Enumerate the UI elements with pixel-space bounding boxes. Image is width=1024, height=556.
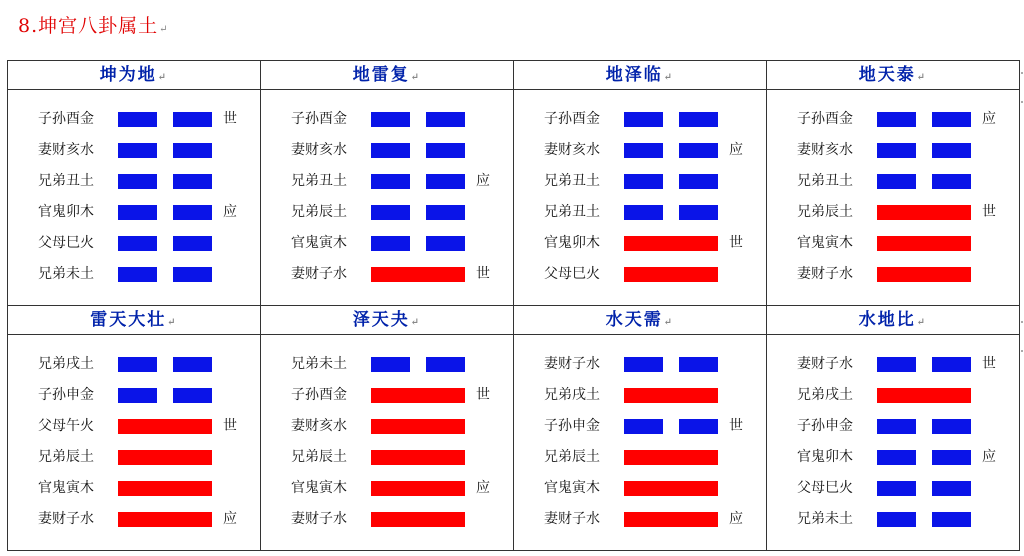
yin-line-bar: [624, 357, 663, 372]
hexagram-line: [291, 169, 513, 193]
line-marker: 世: [729, 418, 743, 434]
hexagram-line: [544, 352, 766, 376]
hexagram-line: [544, 262, 766, 286]
line-label: 兄弟丑土: [38, 173, 94, 189]
line-label: 妻财子水: [291, 511, 347, 527]
hexagram-line: [544, 507, 766, 531]
hexagram-line: [38, 383, 260, 407]
hexagram-line: [544, 200, 766, 224]
hexagram-line: [797, 476, 1019, 500]
hexagram-line: [38, 476, 260, 500]
yang-line-bar: [118, 450, 212, 465]
line-label: 妻财子水: [38, 511, 94, 527]
yin-line-bar: [371, 143, 410, 158]
margin-dot: [1021, 101, 1023, 103]
hexagram-name: 地雷复: [352, 65, 410, 85]
yin-line-bar: [426, 112, 465, 127]
hexagram-line: [291, 107, 513, 131]
page-heading: 8.坤宫八卦属土↵: [18, 15, 169, 37]
hexagram-line: [38, 107, 260, 131]
hexagram-title: 坤为地↵: [8, 61, 260, 90]
hexagram-line: [797, 169, 1019, 193]
hexagram-line: [797, 383, 1019, 407]
line-marker: 应: [729, 142, 743, 158]
hexagram-line: [797, 352, 1019, 376]
yin-line-bar: [426, 143, 465, 158]
line-label: 妻财子水: [544, 511, 600, 527]
line-label: 父母午火: [38, 418, 94, 434]
line-label: 妻财子水: [797, 266, 853, 282]
hexagram-line: [38, 507, 260, 531]
line-label: 兄弟戌土: [797, 387, 853, 403]
yin-line-bar: [118, 205, 157, 220]
line-label: 妻财亥水: [38, 142, 94, 158]
yang-line-bar: [624, 481, 718, 496]
yin-line-bar: [173, 357, 212, 372]
line-label: 子孙申金: [544, 418, 600, 434]
hexagram-line: [797, 507, 1019, 531]
line-label: 兄弟丑土: [544, 173, 600, 189]
line-marker: 应: [982, 449, 996, 465]
hexagram-line: [291, 383, 513, 407]
hexagram-cell: [514, 306, 767, 550]
line-marker: 世: [982, 204, 996, 220]
yin-line-bar: [118, 112, 157, 127]
margin-dot: [1021, 321, 1023, 323]
line-label: 兄弟未土: [797, 511, 853, 527]
line-marker: 世: [729, 235, 743, 251]
yin-line-bar: [877, 357, 916, 372]
line-marker: 世: [476, 387, 490, 403]
line-marker: 应: [223, 204, 237, 220]
yang-line-bar: [624, 388, 718, 403]
hexagram-line: [38, 169, 260, 193]
line-label: 妻财子水: [544, 356, 600, 372]
line-label: 子孙酉金: [38, 111, 94, 127]
yang-line-bar: [118, 419, 212, 434]
hexagram-line: [797, 138, 1019, 162]
line-marker: 世: [982, 356, 996, 372]
yang-line-bar: [877, 267, 971, 282]
yin-line-bar: [877, 419, 916, 434]
hexagram-line: [797, 414, 1019, 438]
hexagram-line: [291, 231, 513, 255]
hexagram-name: 地泽临: [605, 65, 663, 85]
yin-line-bar: [679, 112, 718, 127]
line-label: 妻财亥水: [291, 418, 347, 434]
hexagram-line: [544, 169, 766, 193]
hexagram-line: [544, 445, 766, 469]
line-label: 兄弟丑土: [544, 204, 600, 220]
line-label: 妻财子水: [797, 356, 853, 372]
yin-line-bar: [173, 236, 212, 251]
line-label: 子孙酉金: [291, 111, 347, 127]
hexagram-line: [38, 138, 260, 162]
yang-line-bar: [624, 236, 718, 251]
hexagram-line: [291, 262, 513, 286]
line-label: 兄弟丑土: [797, 173, 853, 189]
hexagram-line: [38, 200, 260, 224]
yin-line-bar: [877, 174, 916, 189]
hexagram-cell: [8, 61, 261, 306]
yin-line-bar: [932, 174, 971, 189]
line-label: 官鬼寅木: [291, 235, 347, 251]
line-label: 兄弟辰土: [797, 204, 853, 220]
line-label: 兄弟辰土: [544, 449, 600, 465]
yang-line-bar: [624, 267, 718, 282]
yin-line-bar: [877, 112, 916, 127]
line-label: 兄弟戌土: [38, 356, 94, 372]
hexagram-line: [291, 476, 513, 500]
yin-line-bar: [173, 143, 212, 158]
hexagram-cell: [261, 61, 514, 306]
line-marker: 世: [223, 111, 237, 127]
hexagram-title: 水天需↵: [514, 306, 766, 335]
yin-line-bar: [173, 388, 212, 403]
yin-line-bar: [173, 205, 212, 220]
hexagram-line: [38, 231, 260, 255]
yin-line-bar: [173, 112, 212, 127]
hexagram-line: [38, 262, 260, 286]
yin-line-bar: [118, 388, 157, 403]
line-label: 妻财子水: [291, 266, 347, 282]
hexagram-cell: [8, 306, 261, 550]
line-label: 妻财亥水: [291, 142, 347, 158]
line-label: 子孙酉金: [797, 111, 853, 127]
line-label: 官鬼卯木: [797, 449, 853, 465]
line-label: 父母巳火: [38, 235, 94, 251]
yin-line-bar: [624, 112, 663, 127]
hexagram-line: [291, 200, 513, 224]
line-label: 妻财亥水: [544, 142, 600, 158]
yin-line-bar: [624, 419, 663, 434]
yin-line-bar: [118, 143, 157, 158]
yin-line-bar: [932, 357, 971, 372]
hexagram-line: [797, 107, 1019, 131]
hexagram-name: 雷天大壮: [90, 310, 167, 330]
yin-line-bar: [371, 174, 410, 189]
hexagram-line: [38, 445, 260, 469]
line-marker: 应: [982, 111, 996, 127]
yang-line-bar: [624, 450, 718, 465]
line-label: 兄弟未土: [38, 266, 94, 282]
line-label: 兄弟辰土: [291, 204, 347, 220]
yin-line-bar: [679, 205, 718, 220]
yang-line-bar: [371, 267, 465, 282]
line-label: 兄弟丑土: [291, 173, 347, 189]
yin-line-bar: [371, 112, 410, 127]
yin-line-bar: [877, 450, 916, 465]
yin-line-bar: [624, 205, 663, 220]
hexagram-line: [291, 507, 513, 531]
yin-line-bar: [371, 205, 410, 220]
page-heading-text: 8.坤宫八卦属土: [18, 15, 159, 37]
line-marker: 应: [476, 480, 490, 496]
hexagram-line: [797, 200, 1019, 224]
line-label: 子孙申金: [797, 418, 853, 434]
yin-line-bar: [371, 357, 410, 372]
yin-line-bar: [877, 512, 916, 527]
line-marker: 世: [223, 418, 237, 434]
yang-line-bar: [624, 512, 718, 527]
line-label: 子孙酉金: [291, 387, 347, 403]
line-label: 兄弟辰土: [291, 449, 347, 465]
hexagram-line: [38, 352, 260, 376]
line-label: 兄弟辰土: [38, 449, 94, 465]
yin-line-bar: [118, 174, 157, 189]
hexagram-cell: [767, 306, 1019, 550]
line-label: 兄弟未土: [291, 356, 347, 372]
hexagram-line: [291, 414, 513, 438]
hexagram-title: 雷天大壮↵: [8, 306, 260, 335]
yin-line-bar: [118, 357, 157, 372]
line-label: 官鬼寅木: [544, 480, 600, 496]
yang-line-bar: [371, 512, 465, 527]
yin-line-bar: [679, 419, 718, 434]
yin-line-bar: [173, 267, 212, 282]
line-label: 妻财亥水: [797, 142, 853, 158]
yin-line-bar: [624, 174, 663, 189]
hexagram-line: [797, 445, 1019, 469]
line-label: 子孙申金: [38, 387, 94, 403]
yang-line-bar: [371, 450, 465, 465]
yin-line-bar: [426, 236, 465, 251]
hexagram-title: 地雷复↵: [261, 61, 513, 90]
yin-line-bar: [877, 143, 916, 158]
line-marker: 应: [476, 173, 490, 189]
line-label: 官鬼卯木: [544, 235, 600, 251]
hexagram-title: 泽天夬↵: [261, 306, 513, 335]
yin-line-bar: [624, 143, 663, 158]
hexagram-table: [7, 60, 1020, 551]
hexagram-title: 水地比↵: [767, 306, 1019, 335]
line-label: 官鬼卯木: [38, 204, 94, 220]
yin-line-bar: [118, 236, 157, 251]
hexagram-line: [544, 231, 766, 255]
line-label: 官鬼寅木: [291, 480, 347, 496]
hexagram-name: 水地比: [858, 310, 916, 330]
yang-line-bar: [371, 419, 465, 434]
hexagram-name: 地天泰: [858, 65, 916, 85]
yang-line-bar: [371, 388, 465, 403]
yin-line-bar: [932, 419, 971, 434]
hexagram-line: [291, 138, 513, 162]
yin-line-bar: [932, 512, 971, 527]
hexagram-title: 地泽临↵: [514, 61, 766, 90]
line-label: 子孙酉金: [544, 111, 600, 127]
line-marker: 应: [729, 511, 743, 527]
hexagram-name: 坤为地: [99, 65, 157, 85]
hexagram-line: [544, 414, 766, 438]
line-marker: 世: [476, 266, 490, 282]
line-label: 官鬼寅木: [797, 235, 853, 251]
line-label: 官鬼寅木: [38, 480, 94, 496]
yin-line-bar: [118, 267, 157, 282]
yin-line-bar: [426, 357, 465, 372]
hexagram-line: [544, 107, 766, 131]
yin-line-bar: [371, 236, 410, 251]
yang-line-bar: [118, 512, 212, 527]
yin-line-bar: [932, 143, 971, 158]
hexagram-line: [544, 383, 766, 407]
yin-line-bar: [679, 174, 718, 189]
yang-line-bar: [877, 236, 971, 251]
yin-line-bar: [679, 143, 718, 158]
yang-line-bar: [371, 481, 465, 496]
yang-line-bar: [118, 481, 212, 496]
hexagram-line: [291, 352, 513, 376]
margin-dot: [1021, 350, 1023, 352]
yin-line-bar: [426, 205, 465, 220]
hexagram-title: 地天泰↵: [767, 61, 1019, 90]
line-label: 父母巳火: [544, 266, 600, 282]
hexagram-name: 泽天夬: [352, 310, 410, 330]
yang-line-bar: [877, 388, 971, 403]
hexagram-cell: [767, 61, 1019, 306]
hexagram-name: 水天需: [605, 310, 663, 330]
hexagram-line: [544, 476, 766, 500]
line-label: 父母巳火: [797, 480, 853, 496]
hexagram-line: [797, 231, 1019, 255]
hexagram-cell: [514, 61, 767, 306]
yin-line-bar: [173, 174, 212, 189]
hexagram-line: [291, 445, 513, 469]
yin-line-bar: [932, 481, 971, 496]
hexagram-line: [797, 262, 1019, 286]
hexagram-line: [544, 138, 766, 162]
hexagram-cell: [261, 306, 514, 550]
yin-line-bar: [679, 357, 718, 372]
margin-dot: [1021, 72, 1023, 74]
yin-line-bar: [426, 174, 465, 189]
yang-line-bar: [877, 205, 971, 220]
hexagram-line: [38, 414, 260, 438]
line-marker: 应: [223, 511, 237, 527]
line-label: 兄弟戌土: [544, 387, 600, 403]
yin-line-bar: [877, 481, 916, 496]
yin-line-bar: [932, 450, 971, 465]
yin-line-bar: [932, 112, 971, 127]
